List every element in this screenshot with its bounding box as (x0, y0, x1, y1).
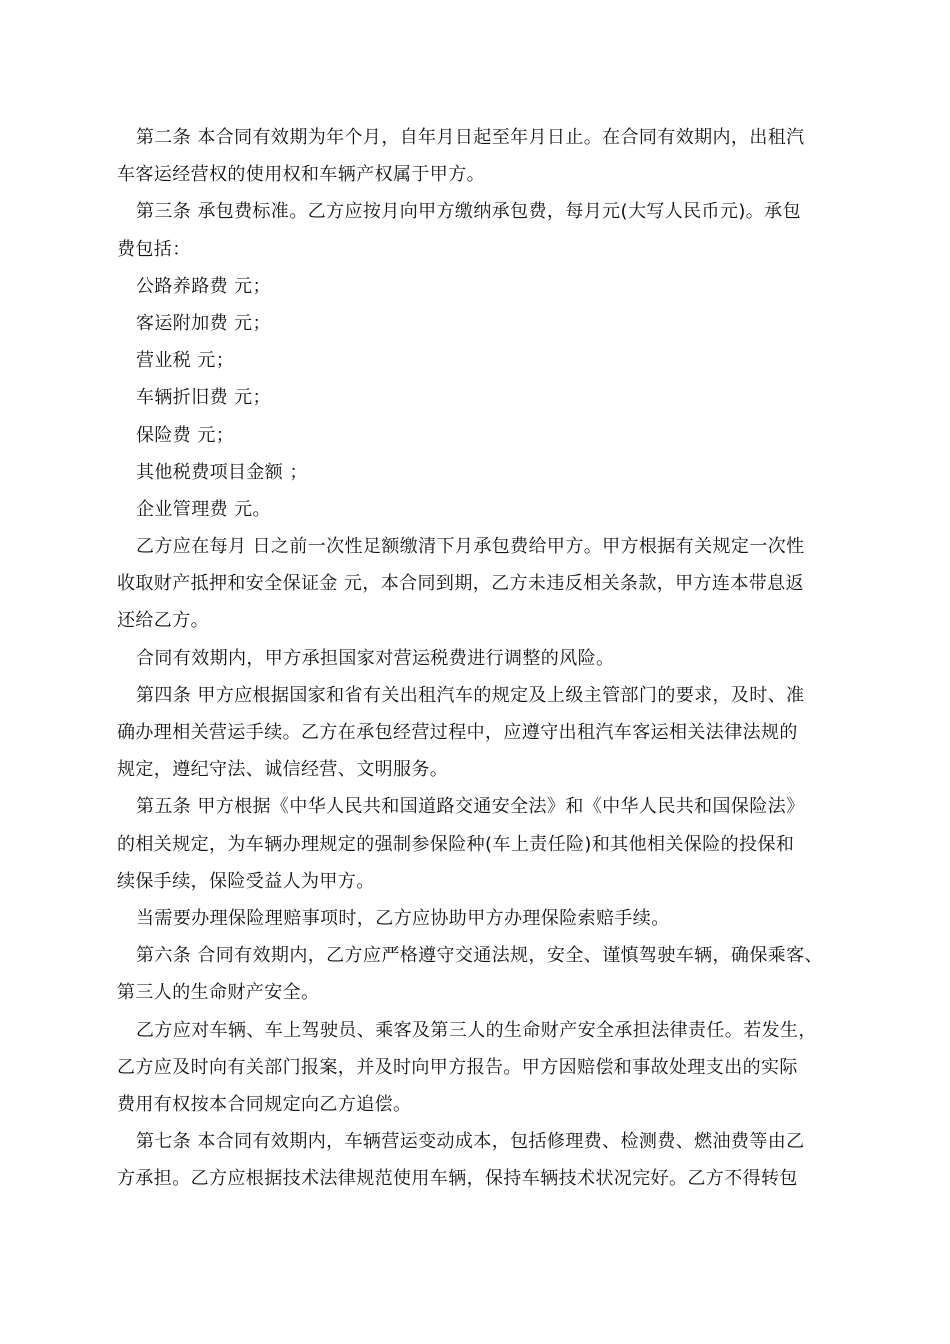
text-line: 还给乙方。 (117, 610, 209, 632)
text-line: 当需要办理保险理赔事项时，乙方应协助甲方办理保险索赔手续。 (136, 907, 670, 929)
text-line: 的相关规定，为车辆办理规定的强制参保险种(车上责任险)和其他相关保险的投保和 (117, 833, 795, 855)
text-line: 费包括： (117, 238, 191, 260)
text-line: 规定，遵纪守法、诚信经营、文明服务。 (117, 759, 449, 781)
text-line: 第三人的生命财产安全。 (117, 982, 320, 1004)
text-line: 合同有效期内，甲方承担国家对营运税费进行调整的风险。 (136, 647, 615, 669)
text-line: 第三条 承包费标准。乙方应按月向甲方缴纳承包费，每月元(大写人民币元)。承包 (136, 201, 801, 223)
text-line: 车客运经营权的使用权和车辆产权属于甲方。 (117, 164, 485, 186)
text-line: 其他税费项目金额 ； (136, 461, 308, 483)
text-line: 乙方应在每月 日之前一次性足额缴清下月承包费给甲方。甲方根据有关规定一次性 (136, 536, 805, 558)
text-line: 收取财产抵押和安全保证金 元，本合同到期，乙方未违反相关条款，甲方连本带息返 (117, 573, 804, 595)
text-line: 第四条 甲方应根据国家和省有关出租汽车的规定及上级主管部门的要求，及时、准 (136, 684, 805, 706)
document-body (117, 119, 839, 1197)
text-line: 客运附加费 元； (136, 312, 271, 334)
text-line: 保险费 元； (136, 424, 235, 446)
text-line: 费用有权按本合同规定向乙方追偿。 (117, 1093, 412, 1115)
text-line: 方承担。乙方应根据技术法律规范使用车辆，保持车辆技术状况完好。乙方不得转包 (117, 1168, 798, 1190)
text-line: 确办理相关营运手续。乙方在承包经营过程中，应遵守出租汽车客运相关法律法规的 (117, 722, 798, 743)
text-line: 第七条 本合同有效期内，车辆营运变动成本，包括修理费、检测费、燃油费等由乙 (136, 1131, 805, 1153)
text-line: 公路养路费 元； (136, 275, 271, 297)
text-line: 乙方应及时向有关部门报案，并及时向甲方报告。甲方因赔偿和事故处理支出的实际 (117, 1056, 798, 1078)
text-line: 营业税 元； (136, 350, 235, 372)
text-line: 第二条 本合同有效期为年个月，自年月日起至年月日止。在合同有效期内，出租汽 (136, 127, 805, 148)
text-line: 第六条 合同有效期内，乙方应严格遵守交通法规，安全、谨慎驾驶车辆，确保乘客、 (136, 945, 823, 967)
text-line: 企业管理费 元。 (136, 498, 271, 520)
text-line: 车辆折旧费 元； (136, 387, 271, 409)
text-line: 续保手续，保险受益人为甲方。 (117, 870, 375, 892)
text-line: 第五条 甲方根据《中华人民共和国道路交通安全法》和《中华人民共和国保险法》 (136, 796, 805, 818)
text-line: 乙方应对车辆、车上驾驶员、乘客及第三人的生命财产安全承担法律责任。若发生， (136, 1019, 817, 1041)
